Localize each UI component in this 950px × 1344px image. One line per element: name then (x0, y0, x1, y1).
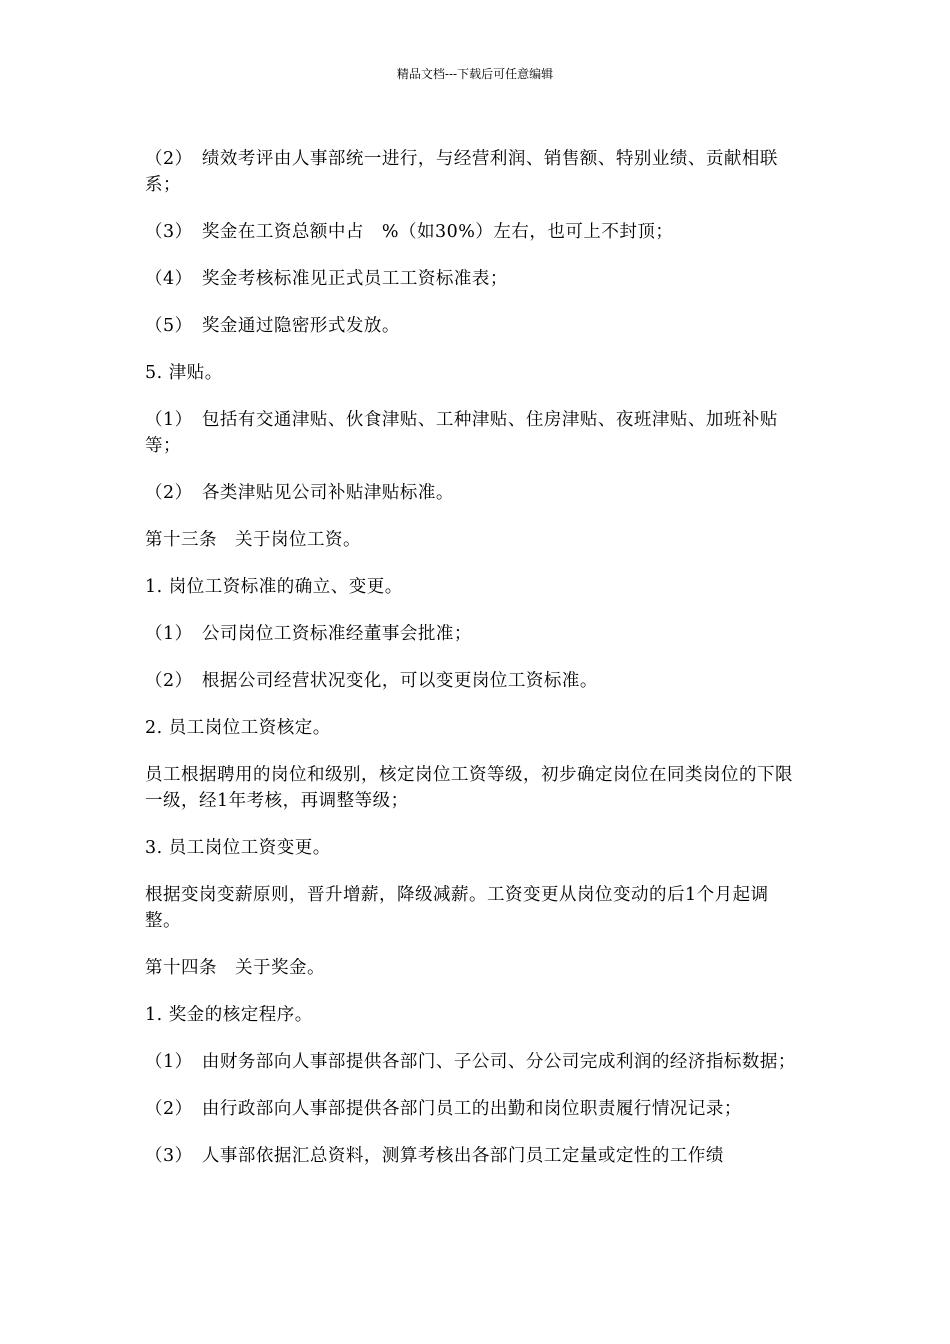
article-heading: 第十三条 关于岗位工资。 (145, 530, 361, 550)
paragraph: （1） 公司岗位工资标准经董事会批准； (145, 624, 472, 644)
document-body (145, 146, 797, 1190)
paragraph: （5） 奖金通过隐密形式发放。 (145, 316, 400, 336)
section-heading: 1. 奖金的核定程序。 (145, 1005, 313, 1025)
section-heading: 2. 员工岗位工资核定。 (145, 718, 331, 738)
paragraph: （1） 由财务部向人事部提供各部门、子公司、分公司完成利润的经济指标数据； (145, 1052, 796, 1072)
paragraph: （3） 奖金在工资总额中占 %（如30%）左右，也可上不封顶； (145, 222, 674, 242)
paragraph: 根据变岗变薪原则，晋升增薪，降级减薪。工资变更从岗位变动的后1个月起调整。 (145, 885, 769, 931)
section-heading: 1. 岗位工资标准的确立、变更。 (145, 577, 403, 597)
paragraph: （3） 人事部依据汇总资料，测算考核出各部门员工定量或定性的工作绩 (145, 1146, 724, 1166)
page-header: 精品文档---下载后可任意编辑 (396, 67, 554, 81)
article-heading: 第十四条 关于奖金。 (145, 958, 325, 978)
paragraph: （2） 根据公司经营状况变化，可以变更岗位工资标准。 (145, 671, 598, 691)
section-heading: 5. 津贴。 (145, 363, 223, 383)
paragraph: （2） 各类津贴见公司补贴津贴标准。 (145, 483, 454, 503)
paragraph: （2） 绩效考评由人事部统一进行，与经营利润、销售额、特别业绩、贡献相联系； (145, 149, 778, 195)
paragraph: 员工根据聘用的岗位和级别，核定岗位工资等级，初步确定岗位在同类岗位的下限一级，经1年考核，再调整等级； (145, 765, 793, 811)
paragraph: （1） 包括有交通津贴、伙食津贴、工种津贴、住房津贴、夜班津贴、加班补贴等； (145, 410, 778, 456)
section-heading: 3. 员工岗位工资变更。 (145, 838, 331, 858)
paragraph: （2） 由行政部向人事部提供各部门员工的出勤和岗位职责履行情况记录； (145, 1099, 742, 1119)
paragraph: （4） 奖金考核标准见正式员工工资标准表； (145, 269, 508, 289)
